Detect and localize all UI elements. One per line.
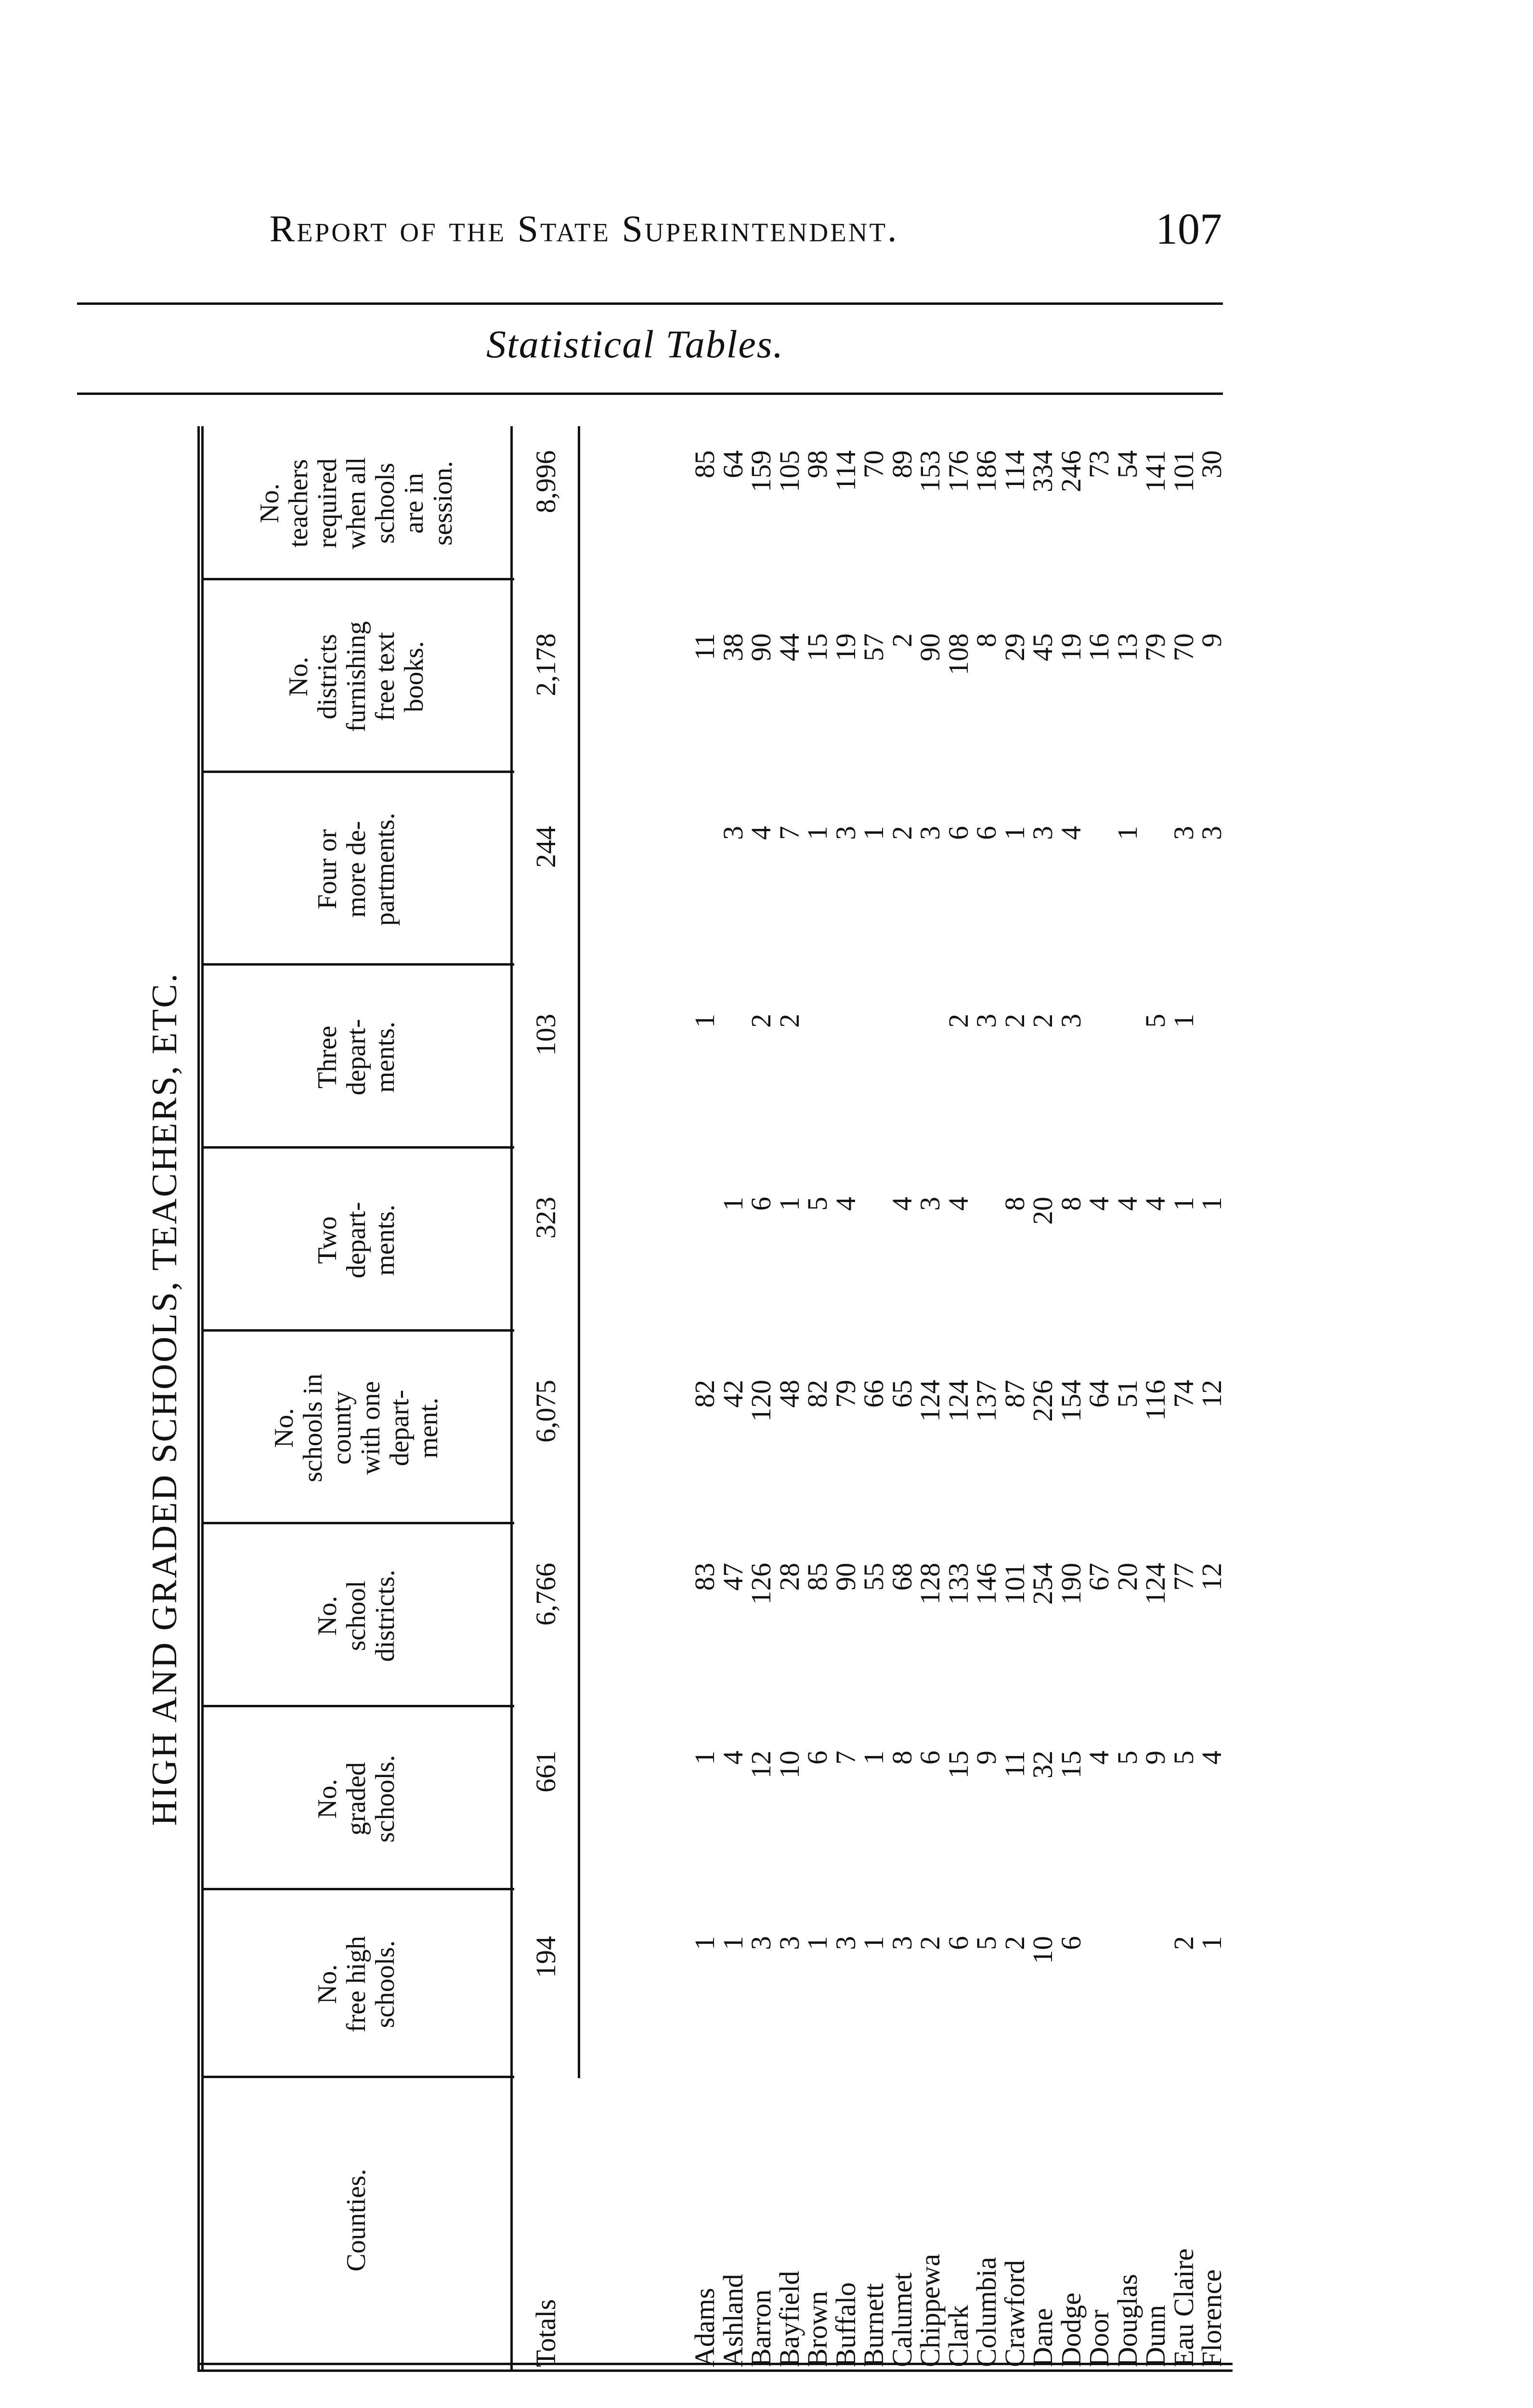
page-number: 107 bbox=[1156, 204, 1222, 253]
table-row bbox=[1083, 426, 1115, 2372]
table-cell: 54 bbox=[1111, 450, 1143, 478]
table-cell: 4 bbox=[717, 1751, 749, 1765]
table-cell: 5 bbox=[802, 1197, 833, 1211]
table-cell: 47 bbox=[717, 1563, 749, 1591]
table-cell: 79 bbox=[830, 1380, 861, 1408]
section-rule bbox=[77, 393, 1223, 395]
table-cell: 126 bbox=[745, 1563, 777, 1605]
column-divider bbox=[201, 963, 514, 966]
table-cell: 3 bbox=[830, 1936, 861, 1950]
table-cell: 4 bbox=[1140, 1197, 1171, 1211]
totals-value: 8,996 bbox=[530, 450, 561, 513]
table-cell: 3 bbox=[830, 826, 861, 840]
table-row bbox=[1168, 426, 1199, 2372]
table-cell: 29 bbox=[999, 633, 1030, 661]
table-cell: 2 bbox=[942, 1014, 974, 1028]
table-cell: 6 bbox=[1055, 1936, 1087, 1950]
table-cell: 10 bbox=[1027, 1936, 1058, 1964]
table-cell: 3 bbox=[971, 1014, 1002, 1028]
table-cell: 3 bbox=[773, 1936, 805, 1950]
column-divider bbox=[201, 771, 514, 773]
table-cell: 9 bbox=[1140, 1751, 1171, 1765]
table-cell: 82 bbox=[802, 1380, 833, 1408]
table-cell: 5 bbox=[1168, 1751, 1199, 1765]
table-cell: 77 bbox=[1168, 1563, 1199, 1591]
table-cell: 105 bbox=[773, 450, 805, 492]
table-cell: 1 bbox=[858, 1936, 889, 1950]
county-name: Door bbox=[1083, 2309, 1115, 2367]
table-cell: 146 bbox=[971, 1563, 1002, 1605]
table-cell: 153 bbox=[914, 450, 946, 492]
table-cell: 137 bbox=[971, 1380, 1002, 1422]
table-cell: 116 bbox=[1140, 1380, 1171, 1421]
table-cell: 1 bbox=[1111, 826, 1143, 840]
table-cell: 51 bbox=[1111, 1380, 1143, 1408]
top-rule bbox=[77, 302, 1223, 305]
county-name: Bayfield bbox=[773, 2271, 805, 2367]
table-cell: 4 bbox=[886, 1197, 918, 1211]
table-row bbox=[1195, 426, 1227, 2372]
table-row bbox=[886, 426, 918, 2372]
table-cell: 254 bbox=[1027, 1563, 1058, 1605]
running-title: Report of the State Superintendent. bbox=[270, 208, 899, 249]
county-name: Buffalo bbox=[830, 2282, 861, 2367]
table-row bbox=[1026, 426, 1058, 2372]
column-divider bbox=[201, 1329, 514, 1332]
column-header: Three depart- ments. bbox=[312, 1019, 400, 1096]
column-divider bbox=[201, 2076, 514, 2078]
table-cell: 1 bbox=[1168, 1197, 1199, 1211]
table-cell: 32 bbox=[1027, 1751, 1058, 1779]
column-divider bbox=[201, 1146, 514, 1149]
table-cell: 2 bbox=[1168, 1936, 1199, 1950]
table-row bbox=[801, 426, 833, 2372]
table-row bbox=[745, 426, 777, 2372]
table-cell: 1 bbox=[802, 826, 833, 840]
table-cell: 13 bbox=[1111, 633, 1143, 661]
section-title: Statistical Tables. bbox=[486, 322, 784, 366]
table-cell: 9 bbox=[1196, 633, 1227, 647]
county-name: Eau Claire bbox=[1168, 2248, 1199, 2367]
table-cell: 1 bbox=[717, 1936, 749, 1950]
county-name: Florence bbox=[1196, 2269, 1227, 2367]
table-cell: 5 bbox=[1111, 1751, 1143, 1765]
table-cell: 2 bbox=[886, 633, 918, 647]
county-name: Douglas bbox=[1111, 2274, 1143, 2367]
table-row bbox=[1139, 426, 1171, 2372]
table-cell: 124 bbox=[1140, 1563, 1171, 1605]
county-name: Columbia bbox=[971, 2257, 1002, 2367]
table-cell: 12 bbox=[745, 1751, 777, 1779]
table-cell: 70 bbox=[1168, 633, 1199, 661]
table-cell: 15 bbox=[802, 633, 833, 661]
table-row bbox=[942, 426, 974, 2372]
table-cell: 90 bbox=[914, 633, 946, 661]
table-cell: 4 bbox=[942, 1197, 974, 1211]
table-cell: 48 bbox=[773, 1380, 805, 1408]
table-row bbox=[999, 426, 1030, 2372]
totals-value: 244 bbox=[530, 826, 561, 868]
table-cell: 3 bbox=[914, 826, 946, 840]
table-cell: 3 bbox=[745, 1936, 777, 1950]
table-cell: 1 bbox=[858, 826, 889, 840]
table-cell: 79 bbox=[1140, 633, 1171, 661]
table-cell: 114 bbox=[999, 450, 1030, 491]
table-row bbox=[1111, 426, 1143, 2372]
table-cell: 4 bbox=[1083, 1751, 1115, 1765]
county-name: Dodge bbox=[1055, 2292, 1087, 2367]
table-cell: 3 bbox=[914, 1197, 946, 1211]
column-divider bbox=[201, 578, 514, 580]
column-header: Four or more de- partments. bbox=[312, 812, 400, 926]
table-cell: 1 bbox=[773, 1197, 805, 1211]
table-cell: 190 bbox=[1055, 1563, 1087, 1605]
table-cell: 15 bbox=[1055, 1751, 1087, 1779]
table-cell: 89 bbox=[886, 450, 918, 478]
table-cell: 128 bbox=[914, 1563, 946, 1605]
table-cell: 3 bbox=[1055, 1014, 1087, 1028]
county-name: Burnett bbox=[858, 2283, 889, 2367]
table-cell: 3 bbox=[886, 1936, 918, 1950]
table-cell: 11 bbox=[999, 1751, 1030, 1778]
table-cell: 141 bbox=[1140, 450, 1171, 492]
table-cell: 6 bbox=[971, 826, 1002, 840]
table-cell: 70 bbox=[858, 450, 889, 478]
table-cell: 226 bbox=[1027, 1380, 1058, 1422]
table-cell: 1 bbox=[689, 1014, 720, 1028]
totals-value: 661 bbox=[530, 1751, 561, 1793]
table-cell: 154 bbox=[1055, 1380, 1087, 1422]
table-row bbox=[830, 426, 861, 2372]
table-cell: 3 bbox=[1196, 826, 1227, 840]
totals-value: 2,178 bbox=[530, 633, 561, 696]
table-cell: 6 bbox=[914, 1751, 946, 1765]
county-name: Ashland bbox=[717, 2274, 749, 2367]
table-cell: 12 bbox=[1196, 1380, 1227, 1408]
table-cell: 15 bbox=[942, 1751, 974, 1779]
table-cell: 176 bbox=[942, 450, 974, 492]
header-rule bbox=[510, 426, 513, 2372]
table-cell: 7 bbox=[773, 826, 805, 840]
totals-value: 323 bbox=[530, 1197, 561, 1239]
column-header: No. teachers required when all schools are in session. bbox=[255, 457, 458, 550]
table-cell: 1 bbox=[1196, 1936, 1227, 1950]
table-cell: 4 bbox=[1196, 1751, 1227, 1765]
table-cell: 124 bbox=[942, 1380, 974, 1422]
table-border bbox=[197, 426, 200, 2372]
table-row bbox=[773, 426, 805, 2372]
table-cell: 68 bbox=[886, 1563, 918, 1591]
table-cell: 124 bbox=[914, 1380, 946, 1422]
table-cell: 20 bbox=[1111, 1563, 1143, 1591]
table-cell: 11 bbox=[689, 633, 720, 660]
table-row bbox=[1055, 426, 1087, 2372]
table-row bbox=[689, 426, 720, 2372]
table-cell: 64 bbox=[1083, 1380, 1115, 1408]
column-header: Two depart- ments. bbox=[312, 1202, 400, 1279]
county-name: Crawford bbox=[999, 2260, 1030, 2367]
table-cell: 2 bbox=[773, 1014, 805, 1028]
table-cell: 2 bbox=[914, 1936, 946, 1950]
totals-value: 6,075 bbox=[530, 1380, 561, 1443]
table-cell: 6 bbox=[745, 1197, 777, 1211]
table-cell: 28 bbox=[773, 1563, 805, 1591]
county-name: Calumet bbox=[886, 2272, 918, 2367]
column-divider bbox=[201, 1705, 514, 1707]
totals-rule bbox=[578, 426, 580, 2078]
column-header: Counties. bbox=[341, 2169, 371, 2272]
table-cell: 1 bbox=[1168, 1014, 1199, 1028]
table-cell: 90 bbox=[745, 633, 777, 661]
table-row bbox=[914, 426, 946, 2372]
table-cell: 2 bbox=[1027, 1014, 1058, 1028]
county-name: Dane bbox=[1027, 2308, 1058, 2367]
totals-value: 103 bbox=[530, 1014, 561, 1056]
table-cell: 1 bbox=[689, 1751, 720, 1765]
table-cell: 57 bbox=[858, 633, 889, 661]
county-name: Adams bbox=[689, 2288, 720, 2367]
table-cell: 45 bbox=[1027, 633, 1058, 661]
column-divider bbox=[201, 1522, 514, 1524]
table-cell: 120 bbox=[745, 1380, 777, 1422]
table-cell: 8 bbox=[971, 633, 1002, 647]
table-cell: 101 bbox=[999, 1563, 1030, 1605]
table-cell: 2 bbox=[999, 1936, 1030, 1950]
table-cell: 6 bbox=[802, 1751, 833, 1765]
table-row bbox=[970, 426, 1002, 2372]
table-cell: 64 bbox=[717, 450, 749, 478]
totals-row bbox=[520, 426, 573, 2372]
table-cell: 90 bbox=[830, 1563, 861, 1591]
table-cell: 4 bbox=[830, 1197, 861, 1211]
county-name: Clark bbox=[942, 2305, 974, 2367]
page-header bbox=[0, 204, 1533, 255]
totals-value: 194 bbox=[530, 1936, 561, 1978]
table-cell: 7 bbox=[830, 1751, 861, 1765]
table-cell: 12 bbox=[1196, 1563, 1227, 1591]
county-name: Barron bbox=[745, 2289, 777, 2367]
column-divider bbox=[201, 1888, 514, 1890]
table-cell: 55 bbox=[858, 1563, 889, 1591]
column-header: No. districts furnishing free text books. bbox=[284, 621, 429, 733]
table-cell: 74 bbox=[1168, 1380, 1199, 1408]
table-cell: 133 bbox=[942, 1563, 974, 1605]
table-cell: 1 bbox=[858, 1751, 889, 1765]
table-cell: 2 bbox=[745, 1014, 777, 1028]
table-cell: 8 bbox=[1055, 1197, 1087, 1211]
county-name: Dunn bbox=[1140, 2305, 1171, 2367]
table-cell: 87 bbox=[999, 1380, 1030, 1408]
table-cell: 3 bbox=[1027, 826, 1058, 840]
table-cell: 10 bbox=[773, 1751, 805, 1779]
table-cell: 4 bbox=[1083, 1197, 1115, 1211]
column-header: No. free high schools. bbox=[312, 1936, 400, 2033]
table-cell: 85 bbox=[802, 1563, 833, 1591]
table-cell: 4 bbox=[1111, 1197, 1143, 1211]
table-cell: 8 bbox=[999, 1197, 1030, 1211]
table-cell: 20 bbox=[1027, 1197, 1058, 1225]
table-cell: 82 bbox=[689, 1380, 720, 1408]
table-border bbox=[201, 426, 204, 2372]
table-cell: 101 bbox=[1168, 450, 1199, 492]
table-cell: 9 bbox=[971, 1751, 1002, 1765]
totals-label: Totals bbox=[530, 2299, 561, 2367]
table-cell: 108 bbox=[942, 633, 974, 675]
table-cell: 5 bbox=[1140, 1014, 1171, 1028]
table-cell: 65 bbox=[886, 1380, 918, 1408]
table-cell: 6 bbox=[942, 1936, 974, 1950]
totals-value: 6,766 bbox=[530, 1563, 561, 1626]
column-header: No. graded schools. bbox=[312, 1755, 400, 1843]
rotated-table bbox=[144, 426, 1233, 2372]
table-cell: 2 bbox=[886, 826, 918, 840]
table-cell: 85 bbox=[689, 450, 720, 478]
table-cell: 2 bbox=[999, 1014, 1030, 1028]
table-cell: 44 bbox=[773, 633, 805, 661]
table-cell: 42 bbox=[717, 1380, 749, 1408]
table-cell: 73 bbox=[1083, 450, 1115, 478]
table-cell: 19 bbox=[830, 633, 861, 661]
table-cell: 3 bbox=[1168, 826, 1199, 840]
table-cell: 4 bbox=[745, 826, 777, 840]
table-cell: 4 bbox=[1055, 826, 1087, 840]
table-cell: 246 bbox=[1055, 450, 1087, 492]
table-cell: 8 bbox=[886, 1751, 918, 1765]
column-header: No. school districts. bbox=[312, 1570, 400, 1662]
table-cell: 19 bbox=[1055, 633, 1087, 661]
table-cell: 1 bbox=[1196, 1197, 1227, 1211]
table-cell: 1 bbox=[999, 826, 1030, 840]
table-cell: 38 bbox=[717, 633, 749, 661]
table-cell: 1 bbox=[689, 1936, 720, 1950]
table-cell: 1 bbox=[717, 1197, 749, 1211]
table-cell: 114 bbox=[830, 450, 861, 491]
table-cell: 186 bbox=[971, 450, 1002, 492]
table-cell: 16 bbox=[1083, 633, 1115, 661]
table-cell: 83 bbox=[689, 1563, 720, 1591]
table-row bbox=[857, 426, 889, 2372]
column-header: No. schools in county with one depart- ment. bbox=[269, 1374, 443, 1482]
table-title: HIGH AND GRADED SCHOOLS, TEACHERS, ETC. bbox=[145, 972, 184, 1826]
table-cell: 66 bbox=[858, 1380, 889, 1408]
table-cell: 67 bbox=[1083, 1563, 1115, 1591]
table-cell: 3 bbox=[717, 826, 749, 840]
county-name: Chippewa bbox=[914, 2253, 946, 2367]
table-cell: 6 bbox=[942, 826, 974, 840]
table-row bbox=[717, 426, 749, 2372]
table-cell: 334 bbox=[1027, 450, 1058, 492]
table-cell: 30 bbox=[1196, 450, 1227, 478]
table-cell: 5 bbox=[971, 1936, 1002, 1950]
table-cell: 98 bbox=[802, 450, 833, 478]
county-name: Brown bbox=[802, 2291, 833, 2367]
table-cell: 159 bbox=[745, 450, 777, 492]
table-cell: 1 bbox=[802, 1936, 833, 1950]
